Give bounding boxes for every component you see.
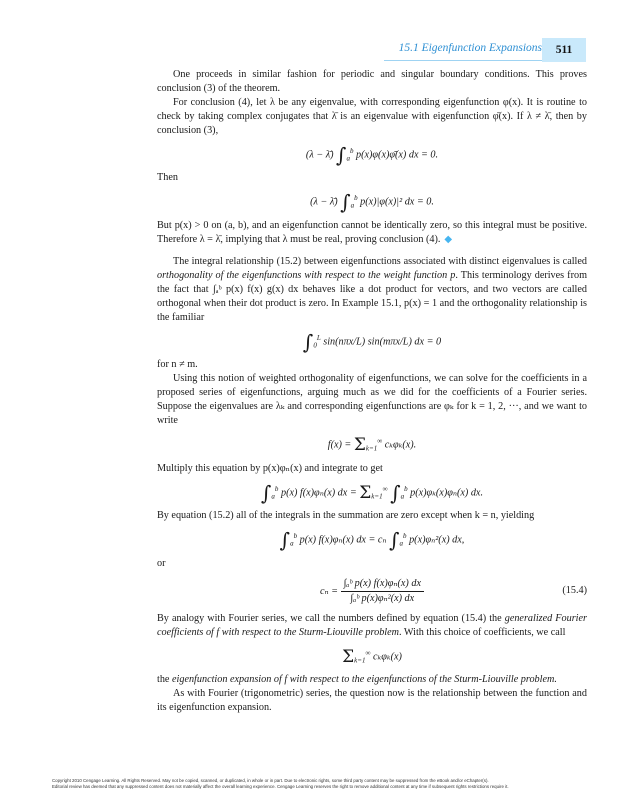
equation-4 (157, 434, 587, 455)
paragraph-7: Multiply this equation by p(x)φₙ(x) and integrate to get (157, 462, 383, 474)
upper-limit: b (354, 194, 358, 203)
summation-sign: Σ (342, 646, 355, 667)
paragraph-4 (157, 255, 587, 325)
running-header (0, 38, 622, 62)
p4-text-b: . This terminology derives from the fact that ∫ₐᵇ p(x) f(x) g(x) dx behaves like a dot product for vectors, and two vectors are called orthogonal when their dot product is zero. In Example 15.1, p(x) = 1 and the orthogonality relationship is the familiar (157, 269, 587, 323)
eq2-prefix: (λ − λ̄) (310, 196, 338, 208)
or-word: or (157, 557, 166, 569)
sum-lower: k=1 (371, 492, 383, 501)
paragraph-5: for n ≠ m. (157, 359, 198, 371)
fraction-numerator: ∫ₐᵇ p(x) f(x)φₙ(x) dx (341, 577, 424, 592)
eq6-rhs: p(x)φₙ²(x) dx, (409, 534, 465, 546)
p10-text-a: the (157, 673, 172, 685)
integral-sign: ∫ (340, 190, 351, 215)
end-of-proof-diamond-icon: ◆ (444, 233, 453, 245)
equation-8 (157, 646, 587, 667)
equation-7 (157, 577, 587, 606)
sum-lower: k=1 (354, 655, 366, 664)
paragraph-6: Using this notion of weighted orthogonality of eigenfunctions, we can solve for the coefficients in a proposed series of eigenfunctions, arguing much as we did for the coefficients of a Fourier series. Suppose the eigenvalues are λₖ and corresponding eigenfunctions are φₖ for k = 1, 2, ···, and we want to write (157, 373, 587, 427)
integral-sign: ∫ (261, 480, 272, 505)
upper-limit: b (274, 484, 279, 493)
copyright-footer (52, 778, 592, 790)
equation-2 (157, 190, 587, 215)
upper-limit: L (316, 333, 321, 342)
summation-sign: Σ (353, 435, 366, 456)
integral-sign: ∫ (302, 329, 314, 354)
upper-limit: b (349, 147, 354, 155)
integral-sign: ∫ (389, 528, 400, 553)
lower-limit: a (399, 539, 404, 548)
summation-sign: Σ (359, 482, 372, 503)
header-rule (384, 60, 542, 61)
equation-3 (157, 331, 587, 352)
upper-limit: b (403, 532, 407, 541)
sum-upper: ∞ (382, 484, 388, 493)
equation-number: (15.4) (562, 585, 587, 597)
sum-upper: ∞ (365, 648, 371, 657)
eq5-lhs: p(x) f(x)φₙ(x) dx = (280, 487, 357, 499)
integral-sign: ∫ (390, 480, 401, 505)
integral-sign: ∫ (336, 143, 347, 168)
paragraph-11: As with Fourier (trigonometric) series, the question now is the relationship between the function and its eigenfunction expansion. (157, 687, 587, 713)
paragraph-3 (157, 219, 587, 247)
lower-limit: a (350, 201, 355, 210)
p9-text-a: By analogy with Fourier series, we call the numbers defined by equation (15.4) the (157, 612, 505, 624)
lower-limit: a (346, 154, 350, 163)
sum-upper: ∞ (377, 437, 383, 446)
footer-line-2: Editorial review has deemed that any suppressed content does not materially affect the overall learning experience. Cengage Learning reserves the right to remove additional content at any time if subsequent rights restrictions require it. (52, 784, 509, 789)
eq5-rhs: p(x)φₖ(x)φₙ(x) dx. (410, 487, 483, 499)
eq1-body: p(x)φ(x)φ̄(x) dx = 0. (356, 149, 439, 161)
paragraph-2: For conclusion (4), let λ be any eigenvalue, with corresponding eigenfunction φ(x). It is routine to check by taking complex conjugates that λ̄ is an eigenvalue with eigenfunction φ̄(x). If λ ≠ λ̄, then by conclusion (3), (157, 97, 587, 136)
equation-1 (157, 143, 587, 168)
equation-6 (157, 528, 587, 553)
lower-limit: a (290, 539, 294, 548)
p9-text-b: . With this choice of coefficients, we call (399, 626, 566, 638)
fraction (341, 577, 424, 606)
fraction-denominator: ∫ₐᵇ p(x)φₙ²(x) dx (350, 592, 415, 604)
p9-emphasis: generalized Fourier coefficients of f with respect to the Sturm-Liouville problem (157, 612, 587, 638)
p10-emphasis: eigenfunction expansion of f with respect to the eigenfunctions of the Sturm-Liouville problem. (172, 673, 557, 685)
lower-limit: a (271, 492, 275, 501)
section-title: 15.1 Eigenfunction Expansions (398, 42, 542, 54)
eq7-lhs: cₙ = (319, 585, 339, 597)
p4-emphasis: orthogonality of the eigenfunctions with respect to the weight function p (157, 269, 456, 281)
equation-5 (157, 482, 587, 503)
sum-lower: k=1 (365, 444, 378, 453)
paragraph-1: One proceeds in similar fashion for periodic and singular boundary conditions. This proves conclusion (3) of the theorem. (157, 69, 587, 94)
eq8-body: cₖφₖ(x) (373, 650, 402, 662)
page-body (157, 68, 587, 715)
eq2-body: p(x)|φ(x)|² dx = 0. (360, 196, 434, 208)
paragraph-9 (157, 612, 587, 640)
eq6-lhs: p(x) f(x)φₙ(x) dx = cₙ (299, 534, 387, 546)
eq4-rhs: cₖφₖ(x). (384, 439, 417, 451)
lower-limit: 0 (313, 341, 317, 350)
page-number: 511 (542, 38, 586, 62)
upper-limit: b (293, 532, 298, 541)
paragraph-10 (157, 673, 587, 687)
upper-limit: b (404, 484, 408, 493)
integral-sign: ∫ (279, 528, 291, 553)
eq1-prefix: (λ − λ̄) (305, 149, 334, 161)
then-word: Then (157, 172, 178, 184)
p4-text-a: The integral relationship (15.2) between eigenfunctions associated with distinct eigenvalues is called (173, 255, 587, 267)
footer-line-1: Copyright 2010 Cengage Learning. All Rights Reserved. May not be copied, scanned, or duplicated, in whole or in part. Due to electronic rights, some third party content may be suppressed from the eBook and/or eChapter(s). (52, 778, 489, 783)
paragraph-8: By equation (15.2) all of the integrals in the summation are zero except when k = n, yielding (157, 510, 535, 522)
lower-limit: a (400, 492, 405, 501)
paragraph-3-text: But p(x) > 0 on (a, b), and an eigenfunction cannot be identically zero, so this integral must be positive. Therefore λ = λ̄, implying that λ must be real, proving conclusion (4). (157, 219, 587, 245)
eq4-lhs: f(x) = (327, 439, 352, 451)
eq3-body: sin(nπx/L) sin(mπx/L) dx = 0 (323, 336, 442, 348)
